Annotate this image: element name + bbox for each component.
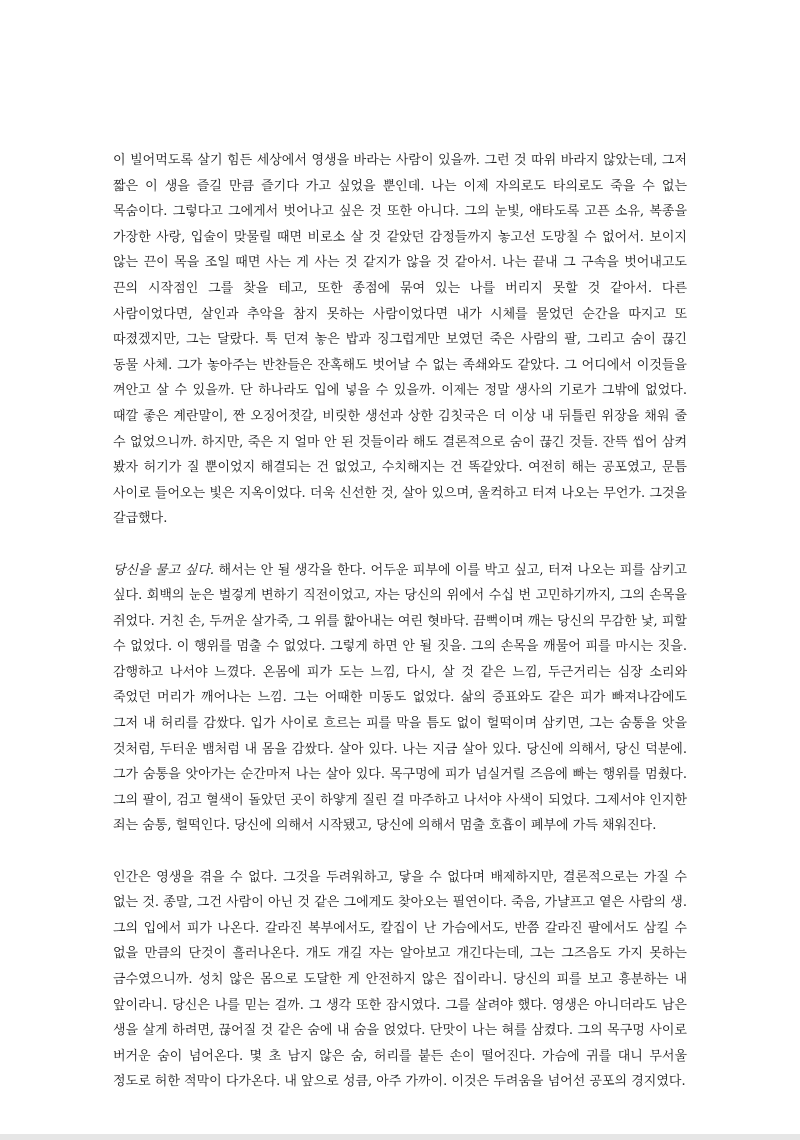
paragraph-lead-emphasis: 당신을 물고 싶다.	[113, 562, 215, 578]
document-body	[113, 148, 687, 1121]
paragraph-text: 이 빌어먹도록 살기 힘든 세상에서 영생을 바라는 사람이 있을까. 그런 것 따위 바라지 않았는데, 그저 짧은 이 생을 즐길 만큼 즐기다 가고 싶었을 뿐인데. 나는 이제 자의로도 타의로도 죽을 수 없는 목숨이다. 그렇다고 그에게서 벗어나고 싶은 것 또한 아니다. 그의 눈빛, 애타도록 고픈 소유, 복종을 가장한 사랑, 입술이 맞물릴 때면 비로소 살 것 같았던 감정들까지 놓고선 도망칠 수 없어서. 보이지 않는 끈이 목을 조일 때면 사는 게 사는 것 같지가 않을 것 같아서. 나는 끝내 그 구속을 벗어내고도 끈의 시작점인 그를 찾을 테고, 또한 종점에 묶여 있는 나를 버리지 못할 것 같아서. 다른 사람이었다면, 살인과 추악을 참지 못하는 사람이었다면 내가 시체를 물었던 순간을 따지고 또 따졌겠지만, 그는 달랐다. 툭 던져 놓은 밥과 징그럽게만 보였던 죽은 사람의 팔, 그리고 숨이 끊긴 동물 사체. 그가 놓아주는 반찬들은 잔혹해도 벗어날 수 없는 족쇄와도 같았다. 그 어디에서 이것들을 껴안고 살 수 있을까. 단 하나라도 입에 넣을 수 있을까. 이제는 정말 생사의 기로가 그밖에 없었다. 때깔 좋은 계란말이, 짠 오징어젓갈, 비릿한 생선과 상한 김칫국은 더 이상 내 뒤틀린 위장을 채워 줄 수 없었으니까. 하지만, 죽은 지 얼마 안 된 것들이라 해도 결론적으로 숨이 끊긴 것들. 잔뜩 씹어 삼켜 봤자 허기가 질 뿐이었지 해결되는 건 없었고, 수치해지는 건 똑같았다. 여전히 해는 공포였고, 문틈 사이로 들어오는 빛은 지옥이었다. 더욱 신선한 것, 살아 있으며, 울컥하고 터져 나오는 무언가. 그것을 갈급했다.	[113, 153, 687, 527]
paragraph-text: 인간은 영생을 겪을 수 없다. 그것을 두려워하고, 닿을 수 없다며 배제하지만, 결론적으로는 가질 수 없는 것. 종말, 그건 사람이 아닌 것 같은 그에게도 찾아오는 필연이다. 죽음, 가냘프고 옅은 사람의 생. 그의 입에서 피가 나온다. 갈라진 복부에서도, 칼집이 난 가슴에서도, 반쯤 갈라진 팔에서도 삼킬 수 없을 만큼의 단것이 흘러나온다. 개도 개길 자는 알아보고 개긴다는데, 그는 그즈음도 가지 못하는 금수였으니까. 성치 않은 몸으로 도달한 게 안전하지 않은 집이라니. 당신의 피를 보고 흥분하는 내 앞이라니. 당신은 나를 믿는 걸까. 그 생각 또한 잠시였다. 그를 살려야 했다. 영생은 아니더라도 남은 생을 살게 하려면, 끊어질 것 같은 숨에 내 숨을 얹었다. 단맛이 나는 혀를 삼켰다. 그의 목구멍 사이로 버거운 숨이 넘어온다. 몇 초 남지 않은 숨, 허리를 붙든 손이 떨어진다. 가슴에 귀를 대니 무서울 정도로 허한 적막이 다가온다. 내 앞으로 성큼, 아주 가까이. 이것은 두려움을 넘어선 공포의 경지였다.	[113, 869, 687, 1090]
paragraph-3	[113, 865, 687, 1095]
page-bottom-bar	[0, 1134, 800, 1140]
paragraph-2	[113, 558, 687, 840]
paragraph-1	[113, 148, 687, 532]
paragraph-text: 해서는 안 될 생각을 한다. 어두운 피부에 이를 박고 싶고, 터져 나오는 피를 삼키고 싶다. 회백의 눈은 벌겋게 변하기 직전이었고, 자는 당신의 위에서 수십 번 고민하기까지, 그의 손목을 쥐었다. 거친 손, 두꺼운 살가죽, 그 위를 핥아내는 여린 혓바닥. 끔뻑이며 깨는 당신의 무감한 낯, 피할 수 없었다. 이 행위를 멈출 수 없었다. 그렇게 하면 안 될 짓을. 그의 손목을 깨물어 피를 마시는 짓을. 감행하고 나서야 느꼈다. 온몸에 피가 도는 느낌, 다시, 살 것 같은 느낌, 두근거리는 심장 소리와 죽었던 머리가 깨어나는 느낌. 그는 어때한 미동도 없었다. 삶의 증표와도 같은 피가 빠져나감에도 그저 내 허리를 감쌌다. 입가 사이로 흐르는 피를 막을 틈도 없이 헐떡이며 삼키면, 그는 숨통을 앗을 것처럼, 두터운 뱀처럼 내 몸을 감쌌다. 살아 있다. 나는 지금 살아 있다. 당신에 의해서, 당신 덕분에. 그가 숨통을 앗아가는 순간마저 나는 살아 있다. 목구멍에 피가 넘실거릴 즈음에 빠는 행위를 멈췄다. 그의 팔이, 검고 혈색이 돌았던 곳이 하얗게 질린 걸 마주하고 나서야 사색이 되었다. 그제서야 인지한 죄는 숨통, 헐떡인다. 당신에 의해서 시작됐고, 당신에 의해서 멈출 호흡이 폐부에 가득 채워진다.	[113, 562, 687, 834]
